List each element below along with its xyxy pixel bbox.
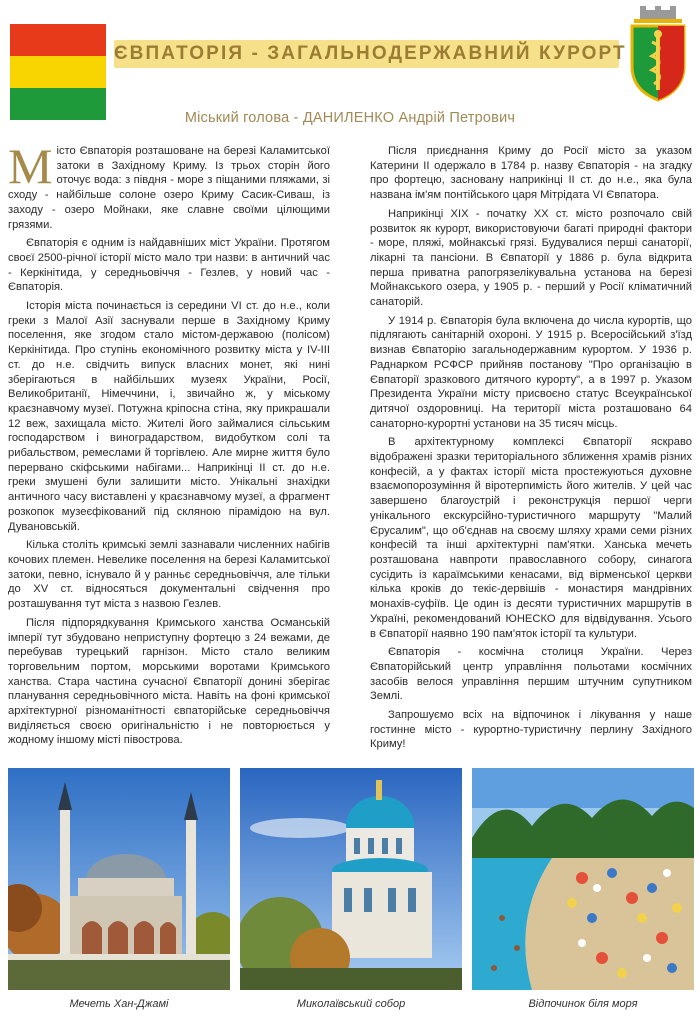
paragraph: Запрошуємо всіх на відпочинок і лікування у наше гостинне місто - курортно-туристичну перлину Західного Криму! (370, 709, 692, 751)
flag-stripe-red (10, 24, 106, 56)
paragraph: Наприкінці XIX - початку XX ст. місто розпочало свій розвиток як курорт, використовуючи багаті природні фактори - море, пляжі, мойнакські грязі. Будувалися перші санаторії, лікарні та пансіони. В Євпаторії у 1886 р. була відкрита перша приватна рапогрязелікувальна установа на березі Мойнакського озера, у 1905 р. - перший у Росії кліматичний санаторій. (370, 207, 692, 309)
paragraph: В архітектурному комплексі Євпаторії яскраво відображені зразки територіального зближення храмів різних конфесій, а у фактах історії міста простежуються духовне взаємопорозуміння й віротерпимість його жителів. У цей час завершено благоустрій і реконструкція першої черги унікального екскурсійно-туристичного маршруту "Малий Єрусалим", що об'єднав на своєму шляху храми семи різних конфесій та інші архітектурні пам'ятки. Ханська мечеть розташована навпроти православного собору, синагога сусідить із караїмськими кенасами, від вірменської церкви кілька кроків до текіє-дервішів - монастиря мандрівних монахів-суфіїв. Це один із десяти туристичних маршрутів в Україні, рекомендований ЮНЕСКО для відвідування. Усього в Євпаторії наявно 190 пам'яток історії та культури. (370, 436, 692, 640)
paragraph: Історія міста починається із середини VI ст. до н.е., коли греки з Малої Азії заснували перше в Західному Криму поселення, яке згодом стало містом-державою (полісом) Керкінітида. Про ступінь економічного розвитку міста у IV-III ст. до н.е. свідчить випуск власних монет, які нині зберігаються в найбільших музеях України, Росії, Великобританії, Німеччини, і, звичайно ж, у міському краєзнавчому музеї. Потужна кріпосна стіна, яку прикрашали 12 веж, захищала місто. Жителі його займалися сільським господарством і виноградарством, видобутком солі та рибальством, ремеслами й торгівлею. Але мирне життя було перервано скіфськими набігами... Наприкінці II ст. до н.е. греки змушені були залишити місто. Унікальні знахідки античного часу виставлені у краєзнавчому музеї, а фрагмент розкопок музеєфікований під скляною пірамідою на вул. Дувановській. (8, 300, 330, 533)
photo-caption: Відпочинок біля моря (528, 998, 638, 1010)
photo-beach (472, 768, 694, 990)
photo-strip (8, 768, 694, 990)
flag (10, 24, 106, 88)
paragraph: Після приєднання Криму до Росії місто за указом Катерини II одержало в 1784 р. назву Євпаторія - на згадку про фортецю, засновану наприкінці II ст. до н.е., яка була названа ім'ям понтійського царя Мітрідата VI Євпатора. (370, 145, 692, 202)
paragraph: Місто Євпаторія розташоване на березі Каламитської затоки в Західному Криму. Із трьох сторін його оточує вода: з півдня - море з піщаними пляжами, зі сходу - найбільше солоне озеро Криму Сасик-Сиваш, із заходу - озеро Мойнаки, яке славне своїми цілющими грязями. (8, 138, 330, 231)
paragraph: Після підпорядкування Кримського ханства Османській імперії тут збудовано неприступну фортецю з 24 вежами, де перебував турецький гарнізон. Місто стало великим торговельним портом, морськими воротами Кримського ханства. Стара частина сучасної Євпаторії донині зберігає планування середньовічного міста. Навіть на фоні кримської архітектурної різноманітності євпаторійське середньовіччя виділяється своєю оригінальністю і не повторюється у жодному іншому місті півострова. (8, 616, 330, 747)
flag-stripe-yellow (10, 56, 106, 88)
coat-of-arms-icon (624, 6, 692, 102)
mayor-line: Міський голова - ДАНИЛЕНКО Андрій Петрович (184, 110, 516, 126)
photo-caption: Мечеть Хан-Джамі (69, 998, 169, 1010)
article-column-left (8, 138, 330, 752)
paragraph: Євпаторія - космічна столиця України. Через Євпаторійський центр управління польотами космічних засобів велося управління першим штучним супутником Землі. (370, 646, 692, 703)
photo-mosque (8, 768, 230, 990)
drop-cap: М (8, 138, 53, 194)
photo-cathedral (240, 768, 462, 990)
photo-caption: Миколаївський собор (296, 998, 406, 1010)
paragraph: Кілька століть кримські землі зазнавали численних набігів кочових племен. Невелике поселення на березі Каламитської затоки, певно, існувало й у ранньє середньовіччя, але тільки до XV ст. відносяться документальні свідчення про розташування тут міста з назвою Гезлев. (8, 539, 330, 611)
article-column-right (370, 144, 692, 756)
paragraph: Євпаторія є одним із найдавніших міст України. Протягом своєї 2500-річної історії місто мало три назви: в античний час - Керкінітида, у середньовіччя - Гезлев, у новий час - Євпаторія. (8, 237, 330, 294)
paragraph: У 1914 р. Євпаторія була включена до числа курортів, що підлягають санітарній охороні. У 1915 р. Всеросійський з'їзд визнав Євпаторію загальнодержавним курортом. У 1936 р. Раднарком РСФСР прийняв постанову "Про організацію в Євпаторії зразкового дитячого курорту", а в 1997 р. Указом Президента України місту присвоєно статус Всеукраїнської дитячої оздоровниці. На території міста розташовано 64 санаторно-курортні установи на 35 тисяч місць. (370, 314, 692, 430)
page-title: ЄВПАТОРІЯ - ЗАГАЛЬНОДЕРЖАВНИЙ КУРОРТ (114, 40, 619, 68)
